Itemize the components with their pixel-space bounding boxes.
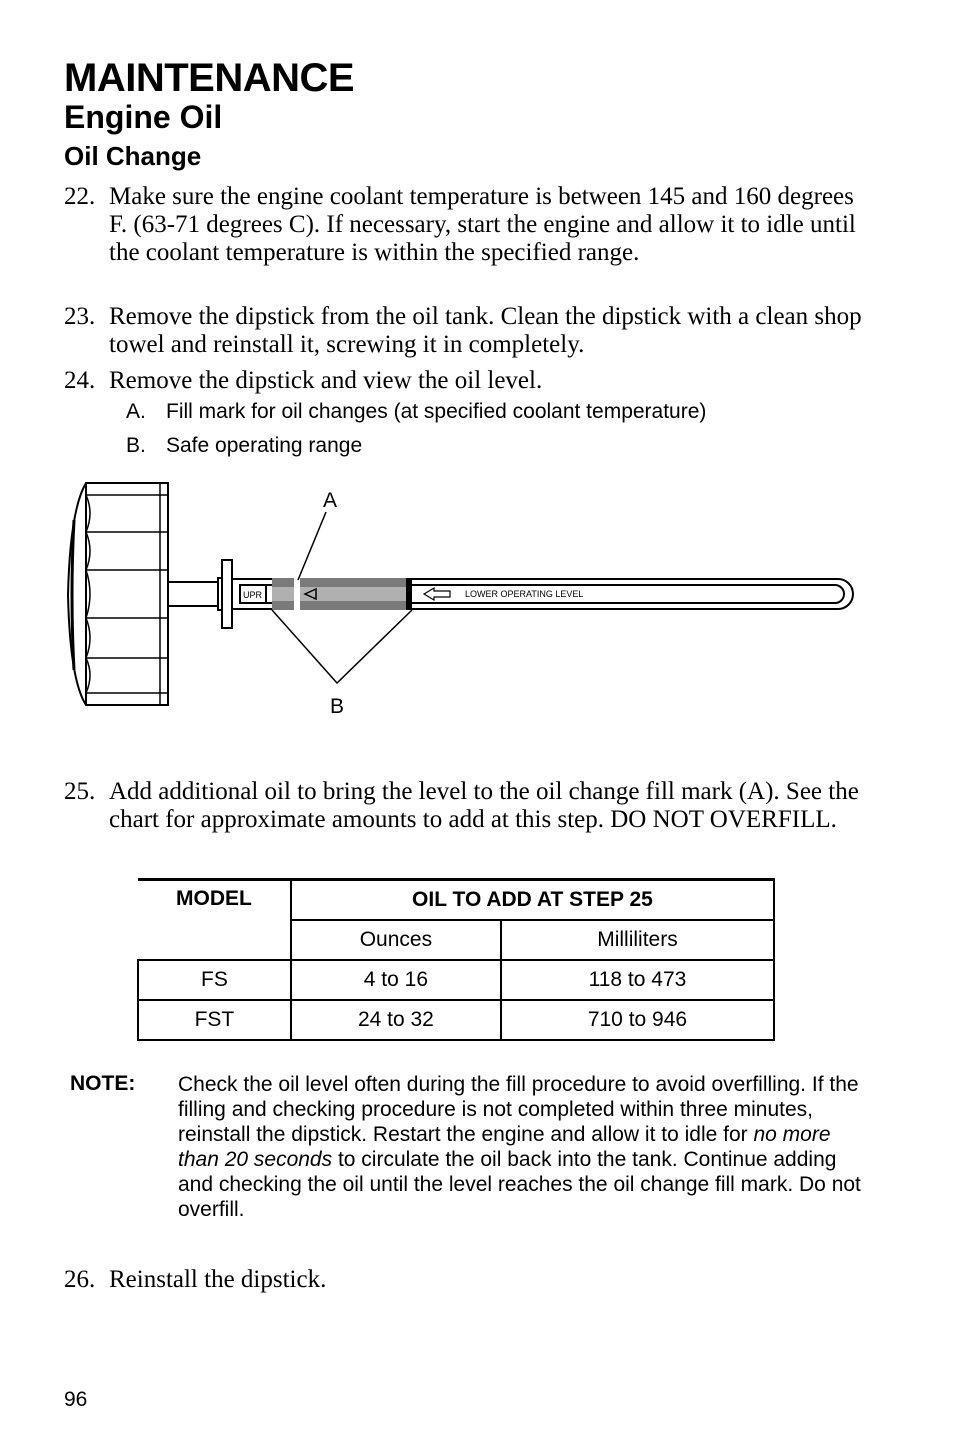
- step-number: 25.: [64, 778, 96, 805]
- step-24: [64, 367, 864, 395]
- column-header-ounces: Ounces: [291, 920, 501, 960]
- safe-range-inner: [272, 587, 410, 601]
- column-header-milliliters: Milliliters: [501, 920, 774, 960]
- callout-a: A: [323, 489, 338, 512]
- section-heading: MAINTENANCE: [64, 56, 355, 100]
- legend-item-a: [126, 400, 706, 424]
- note-text: [178, 1072, 868, 1222]
- legend-letter: A.: [126, 400, 146, 423]
- table-row: [138, 1000, 774, 1040]
- cell-ounces: 24 to 32: [291, 1000, 501, 1040]
- fill-mark: [294, 578, 300, 610]
- step-26: [64, 1266, 864, 1294]
- page-title: Engine Oil: [64, 99, 223, 135]
- callout-line-a: [298, 512, 326, 580]
- oil-amount-table: [137, 878, 775, 1041]
- subsection-title: Oil Change: [64, 141, 202, 171]
- cell-model: FST: [138, 1000, 291, 1040]
- lower-mark: [406, 578, 412, 610]
- upr-label: UPR: [243, 590, 263, 600]
- legend-item-b: [126, 434, 362, 458]
- step-text: Make sure the engine coolant temperature is between 145 and 160 degrees F. (63-71 degrees C). If necessary, start the engine and allow it to idle until the coolant temperature is within the specified range.: [109, 183, 856, 266]
- note-text-before: Check the oil level often during the fill procedure to avoid overfilling. If the filling and checking procedure is not completed within three minutes, reinstall the dipstick. Restart the engine and allow it to idle for: [178, 1073, 859, 1146]
- step-25: [64, 778, 864, 834]
- note-text-after: to circulate the oil back into the tank. Continue adding and checking the oil until the level reaches the oil change fill mark. Do not overfill.: [178, 1148, 861, 1221]
- cell-milliliters: 118 to 473: [501, 960, 774, 1000]
- step-number: 24.: [64, 367, 96, 394]
- callout-line-b: [272, 610, 412, 683]
- legend-text: Safe operating range: [166, 434, 363, 457]
- table-header-row: [138, 880, 774, 921]
- column-header-oil: OIL TO ADD AT STEP 25: [291, 880, 774, 921]
- cell-ounces: 4 to 16: [291, 960, 501, 1000]
- lower-arrow-icon: [424, 588, 450, 600]
- table-row: [138, 960, 774, 1000]
- legend-letter: B.: [126, 434, 146, 457]
- step-number: 22.: [64, 183, 96, 210]
- step-text: Remove the dipstick and view the oil level.: [109, 367, 543, 394]
- cell-milliliters: 710 to 946: [501, 1000, 774, 1040]
- step-number: 23.: [64, 303, 96, 330]
- note-label: NOTE:: [70, 1072, 136, 1095]
- column-header-model: MODEL: [138, 880, 291, 961]
- callout-b: B: [330, 695, 345, 718]
- step-text: Remove the dipstick from the oil tank. Clean the dipstick with a clean shop towel and reinstall it, screwing it in completely.: [109, 303, 862, 358]
- legend-text: Fill mark for oil changes (at specified coolant temperature): [166, 400, 707, 423]
- step-23: [64, 303, 864, 359]
- step-22: [64, 183, 864, 267]
- step-text: Add additional oil to bring the level to the oil change fill mark (A). See the chart for approximate amounts to add at this step. DO NOT OVERFILL.: [109, 778, 859, 833]
- dipstick-cap: [68, 483, 168, 705]
- step-number: 26.: [64, 1266, 96, 1293]
- dipstick-figure: [0, 470, 954, 730]
- cell-model: FS: [138, 960, 291, 1000]
- step-text: Reinstall the dipstick.: [109, 1266, 327, 1293]
- lower-operating-level-label: LOWER OPERATING LEVEL: [465, 589, 584, 599]
- note-emphasis: no more than 20 seconds: [178, 1123, 831, 1171]
- page-number: 96: [64, 1388, 88, 1411]
